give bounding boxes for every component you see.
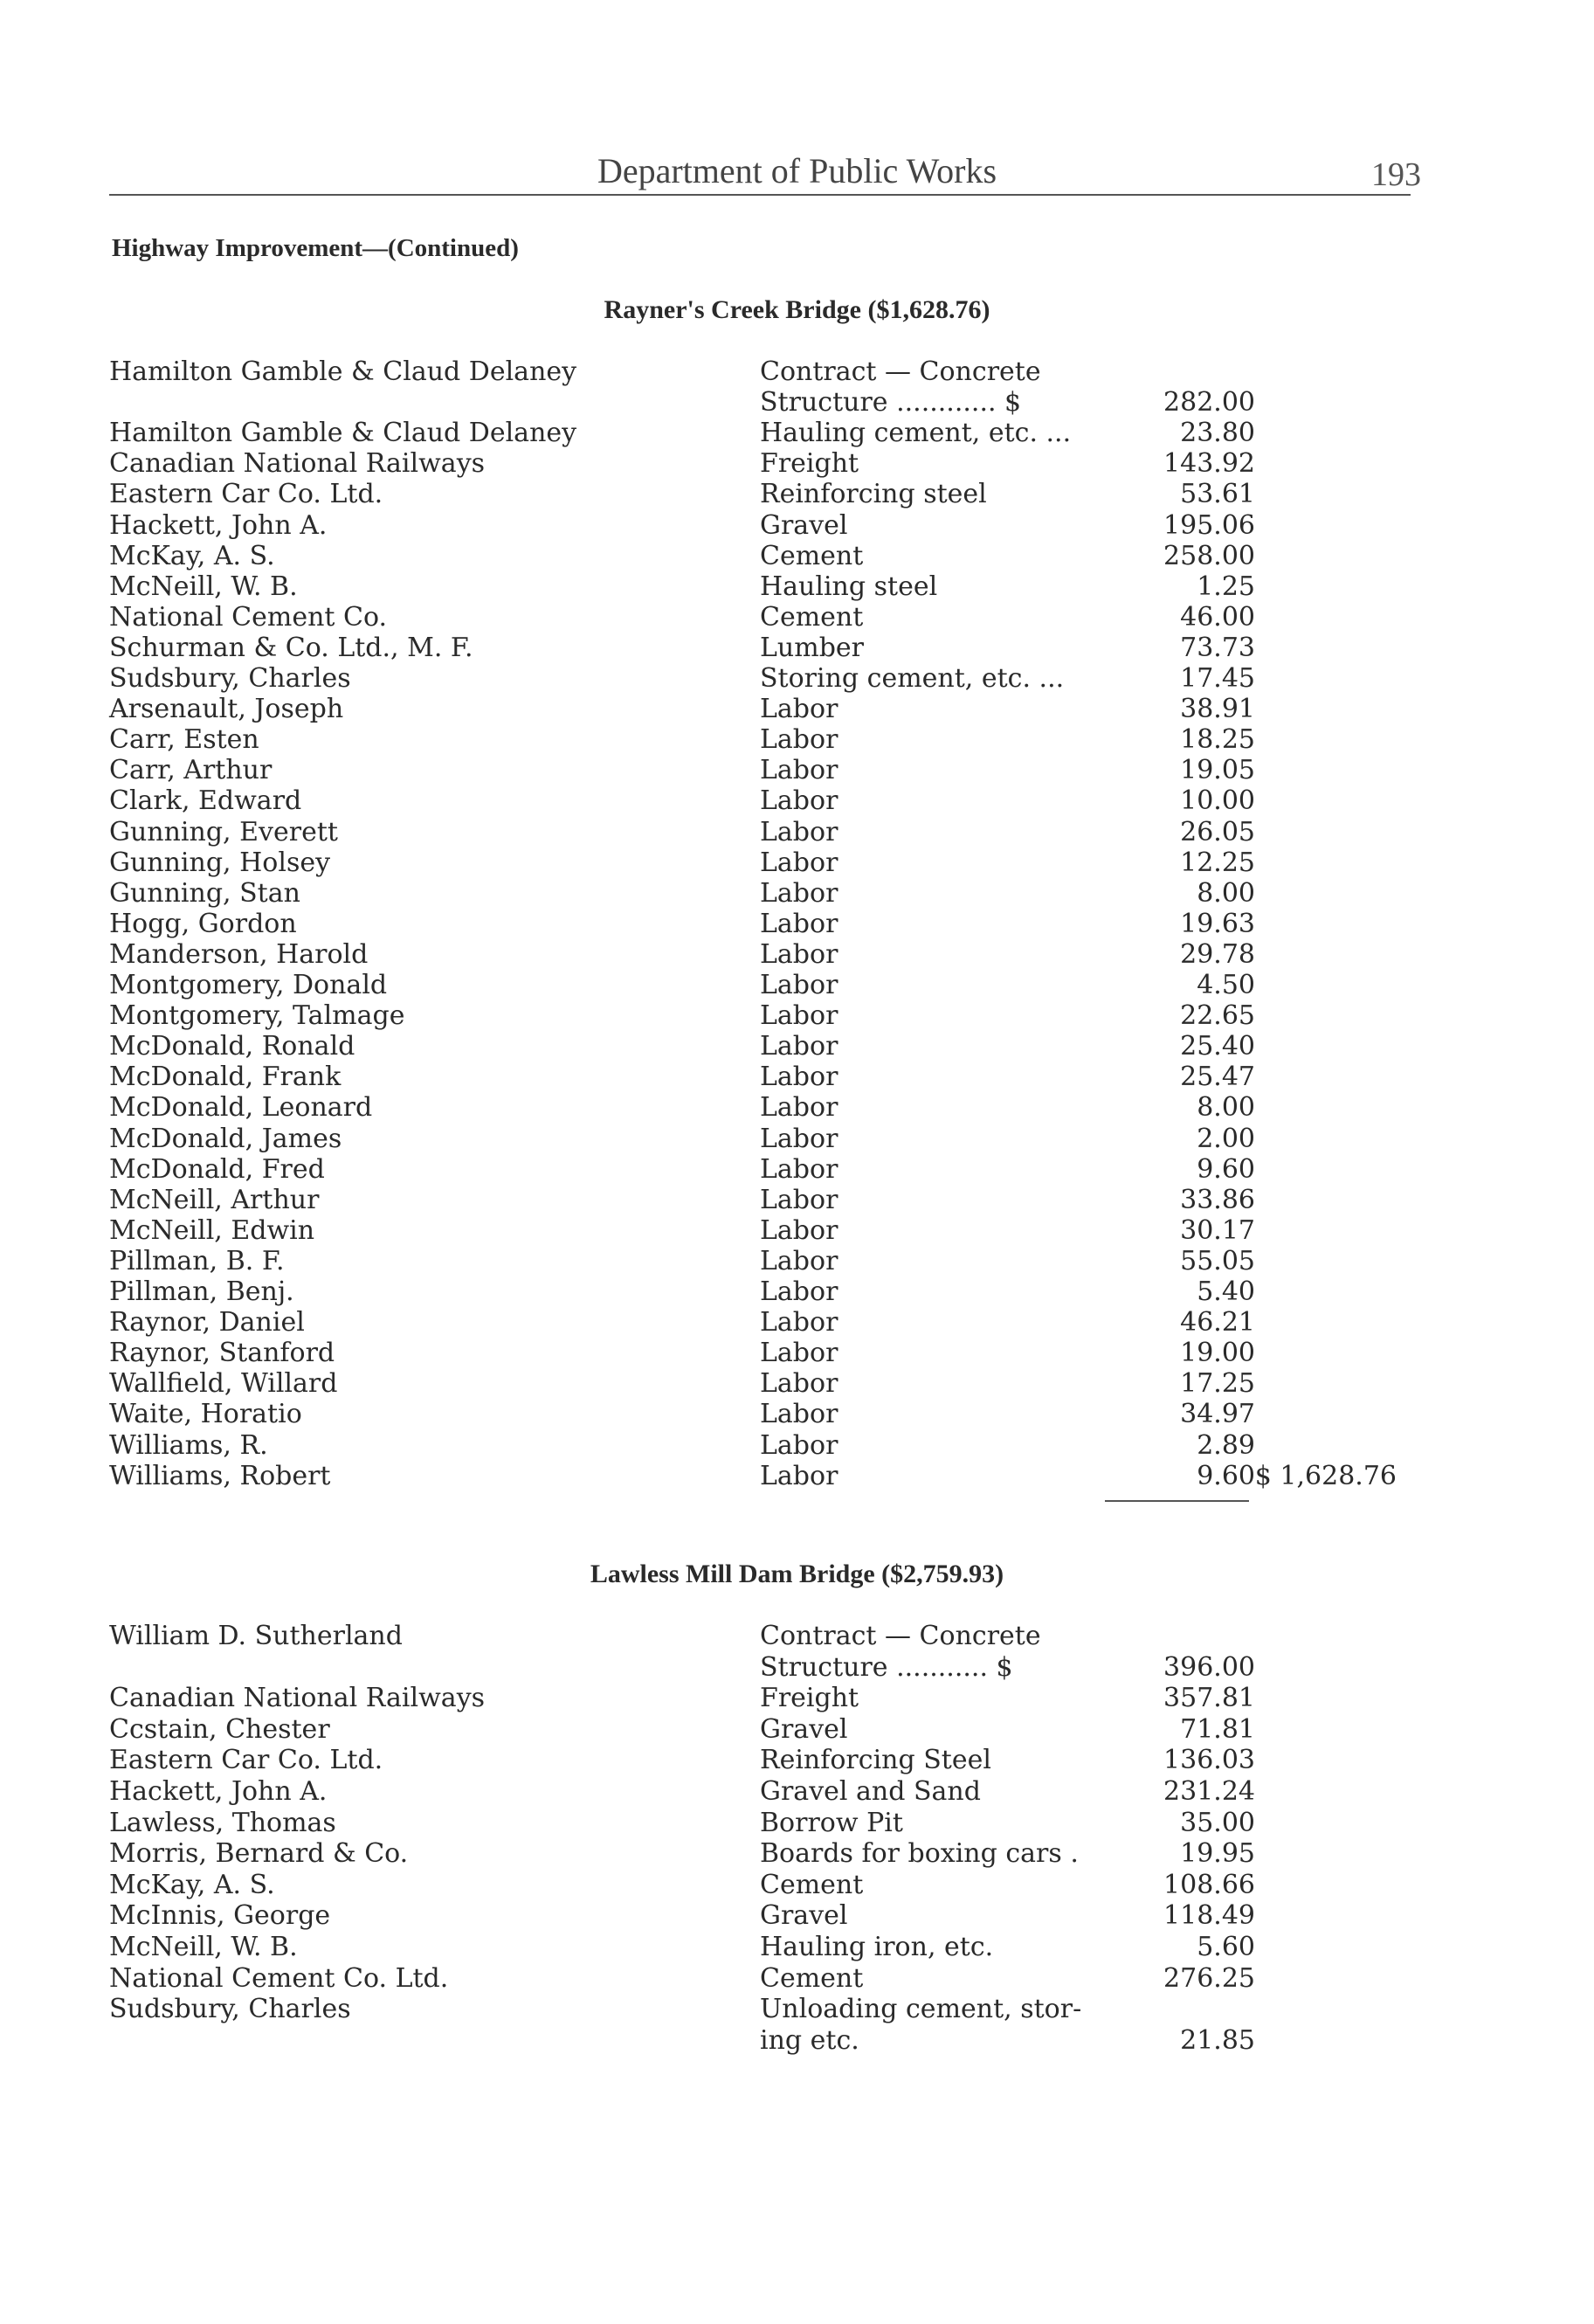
payee-name: Hamilton Gamble & Claud Delaney <box>109 418 577 449</box>
item-description: ing etc. <box>760 2024 859 2056</box>
payee-name: Sudsbury, Charles <box>109 663 351 694</box>
item-amount: 25.40 <box>1180 1031 1255 1062</box>
item-amount: 46.00 <box>1180 601 1255 633</box>
item-amount: 108.66 <box>1163 1869 1255 1900</box>
ledger-row <box>0 2025 1594 2057</box>
ledger-row <box>0 1399 1594 1430</box>
ledger-row <box>0 1714 1594 1746</box>
payee-name: McDonald, Frank <box>109 1062 342 1093</box>
item-description: Labor <box>760 785 838 817</box>
item-description: Cement <box>760 601 864 633</box>
ledger-row <box>0 1776 1594 1808</box>
item-description: Labor <box>760 908 838 939</box>
payee-name: Arsenault, Joseph <box>109 694 344 725</box>
ledger-row <box>0 663 1594 695</box>
item-amount: 136.03 <box>1163 1745 1255 1776</box>
ledger-row <box>0 878 1594 910</box>
payee-name: Pillman, B. F. <box>109 1245 285 1276</box>
item-amount: 5.40 <box>1197 1276 1255 1307</box>
item-description: Labor <box>760 1368 838 1400</box>
item-amount: 1.25 <box>1197 571 1255 602</box>
payee-name: McNeill, Edwin <box>109 1214 315 1246</box>
item-amount: 19.05 <box>1180 755 1255 786</box>
item-description: Labor <box>760 847 838 878</box>
ledger-row <box>0 694 1594 725</box>
item-description: Hauling steel <box>760 571 938 602</box>
item-description: Labor <box>760 938 838 970</box>
item-description: Labor <box>760 755 838 786</box>
payee-name: McDonald, Leonard <box>109 1092 373 1124</box>
payee-name: Williams, R. <box>109 1429 268 1461</box>
item-amount: 71.81 <box>1180 1713 1255 1745</box>
item-amount: 30.17 <box>1180 1214 1255 1246</box>
item-description: Labor <box>760 1062 838 1093</box>
item-amount: 38.91 <box>1180 694 1255 725</box>
item-amount: 8.00 <box>1197 877 1255 909</box>
payee-name: McDonald, Fred <box>109 1153 325 1185</box>
item-description: Contract — Concrete <box>760 356 1041 387</box>
item-amount: 12.25 <box>1180 847 1255 878</box>
ledger-row <box>0 817 1594 848</box>
item-description: Labor <box>760 1031 838 1062</box>
item-description: Gravel <box>760 509 848 541</box>
item-description: Lumber <box>760 632 864 663</box>
subsection-heading: Rayner's Creek Bridge ($1,628.76) <box>604 295 990 324</box>
item-description: Gravel and Sand <box>760 1776 981 1807</box>
item-description: Freight <box>760 448 859 480</box>
item-amount: 4.50 <box>1197 970 1255 1000</box>
item-amount: 282.00 <box>1163 387 1255 418</box>
ledger-row <box>0 785 1594 817</box>
item-description: Labor <box>760 1184 838 1215</box>
ledger-row <box>0 1185 1594 1216</box>
payee-name: McInnis, George <box>109 1900 331 1932</box>
ledger-row <box>0 755 1594 786</box>
item-description: Labor <box>760 694 838 725</box>
ledger-row <box>0 356 1594 388</box>
item-description: Labor <box>760 970 838 1000</box>
item-amount: 19.95 <box>1180 1838 1255 1870</box>
payee-name: Williams, Robert <box>109 1460 331 1491</box>
subsection-heading: Lawless Mill Dam Bridge ($2,759.93) <box>590 1560 1004 1588</box>
item-description: Borrow Pit <box>760 1807 903 1838</box>
item-description: Reinforcing Steel <box>760 1745 991 1776</box>
ledger-row <box>0 448 1594 480</box>
ledger-row <box>0 633 1594 664</box>
item-amount: 25.47 <box>1180 1062 1255 1093</box>
payee-name: McNeill, Arthur <box>109 1184 320 1215</box>
header-rule <box>109 194 1411 196</box>
item-description: Freight <box>760 1683 859 1714</box>
item-description: Labor <box>760 1460 838 1491</box>
ledger-row <box>0 1338 1594 1369</box>
item-description: Labor <box>760 1307 838 1338</box>
payee-name: McDonald, James <box>109 1123 342 1154</box>
item-amount: 17.45 <box>1180 663 1255 694</box>
ledger-row <box>0 1215 1594 1247</box>
item-amount: 8.00 <box>1197 1092 1255 1124</box>
ledger-row <box>0 1683 1594 1714</box>
payee-name: Eastern Car Co. Ltd. <box>109 1745 383 1776</box>
payee-name: Hogg, Gordon <box>109 908 297 939</box>
ledger-row <box>0 1307 1594 1338</box>
payee-name: Gunning, Everett <box>109 816 338 847</box>
item-amount: 195.06 <box>1163 509 1255 541</box>
item-description: Hauling cement, etc. ... <box>760 418 1072 449</box>
item-amount: 33.86 <box>1180 1184 1255 1215</box>
payee-name: Morris, Bernard & Co. <box>109 1838 409 1870</box>
payee-name: Carr, Esten <box>109 724 259 756</box>
item-description: Storing cement, etc. ... <box>760 663 1065 694</box>
item-amount: 53.61 <box>1180 479 1255 510</box>
ledger-row <box>0 418 1594 449</box>
item-description: Reinforcing steel <box>760 479 987 510</box>
ledger-row <box>0 541 1594 572</box>
item-amount: 396.00 <box>1163 1651 1255 1683</box>
item-amount: 143.92 <box>1163 448 1255 480</box>
ledger-row <box>0 1932 1594 1963</box>
item-amount: 26.05 <box>1180 816 1255 847</box>
item-amount: 276.25 <box>1163 1962 1255 1994</box>
item-amount: 2.00 <box>1197 1123 1255 1154</box>
payee-name: Gunning, Stan <box>109 877 300 909</box>
ledger-row <box>0 571 1594 603</box>
item-description: Hauling iron, etc. <box>760 1932 994 1962</box>
payee-name: Montgomery, Donald <box>109 970 388 1000</box>
ledger-row <box>0 1652 1594 1684</box>
payee-name: Clark, Edward <box>109 785 302 817</box>
ledger-row <box>0 602 1594 633</box>
payee-name: National Cement Co. Ltd. <box>109 1962 449 1994</box>
payee-name: Raynor, Daniel <box>109 1307 305 1338</box>
item-amount: 18.25 <box>1180 724 1255 756</box>
total-rule <box>1105 1500 1249 1502</box>
item-description: Labor <box>760 1429 838 1461</box>
item-description: Labor <box>760 1276 838 1307</box>
item-amount: 34.97 <box>1180 1399 1255 1430</box>
payee-name: Montgomery, Talmage <box>109 1000 405 1032</box>
ledger-row <box>0 1808 1594 1839</box>
ledger-row <box>0 1031 1594 1062</box>
ledger-row <box>0 1154 1594 1186</box>
item-amount: 9.60 <box>1197 1460 1255 1491</box>
payee-name: Gunning, Holsey <box>109 847 331 878</box>
item-description: Labor <box>760 816 838 847</box>
ledger-row <box>0 1000 1594 1032</box>
item-amount: 19.63 <box>1180 908 1255 939</box>
ledger-row <box>0 1246 1594 1277</box>
item-amount: 5.60 <box>1197 1932 1255 1962</box>
ledger-row <box>0 387 1594 418</box>
item-amount: 10.00 <box>1180 785 1255 817</box>
item-amount: 357.81 <box>1163 1683 1255 1714</box>
payee-name: Wallfield, Willard <box>109 1368 338 1400</box>
item-amount: 29.78 <box>1180 938 1255 970</box>
payee-name: Sudsbury, Charles <box>109 1994 351 2025</box>
item-description: Gravel <box>760 1713 848 1745</box>
payee-name: McKay, A. S. <box>109 1869 275 1900</box>
payee-name: McNeill, W. B. <box>109 571 298 602</box>
item-description: Labor <box>760 1092 838 1124</box>
page-number: 193 <box>1371 156 1421 193</box>
payee-name: Hamilton Gamble & Claud Delaney <box>109 356 577 387</box>
ledger-row <box>0 1900 1594 1932</box>
item-description: Labor <box>760 1214 838 1246</box>
item-amount: 2.89 <box>1197 1429 1255 1461</box>
ledger-row <box>0 1276 1594 1308</box>
ledger-row <box>0 1870 1594 1901</box>
ledger-row <box>0 1621 1594 1652</box>
item-amount: 258.00 <box>1163 540 1255 571</box>
item-description: Structure ............ $ <box>760 387 1022 418</box>
payee-name: Lawless, Thomas <box>109 1807 336 1838</box>
item-description: Labor <box>760 724 838 756</box>
payee-name: Manderson, Harold <box>109 938 369 970</box>
ledger-row <box>0 1062 1594 1093</box>
ledger-row <box>0 1430 1594 1462</box>
ledger-row <box>0 1994 1594 2025</box>
payee-name: Hackett, John A. <box>109 1776 328 1807</box>
item-description: Labor <box>760 1245 838 1276</box>
item-amount: 73.73 <box>1180 632 1255 663</box>
item-description: Cement <box>760 1962 864 1994</box>
payee-name: Carr, Arthur <box>109 755 273 786</box>
ledger-row <box>0 970 1594 1001</box>
ledger-row <box>0 724 1594 756</box>
ledger-row <box>0 1963 1594 1995</box>
payee-name: Pillman, Benj. <box>109 1276 294 1307</box>
item-description: Unloading cement, stor- <box>760 1994 1082 2025</box>
item-amount: 231.24 <box>1163 1776 1255 1807</box>
item-description: Boards for boxing cars . <box>760 1838 1079 1870</box>
payee-name: National Cement Co. <box>109 601 388 633</box>
ledger-row <box>0 1368 1594 1400</box>
item-amount: 17.25 <box>1180 1368 1255 1400</box>
payee-name: Canadian National Railways <box>109 1683 486 1714</box>
item-description: Contract — Concrete <box>760 1621 1041 1651</box>
item-amount: 21.85 <box>1180 2024 1255 2056</box>
item-description: Labor <box>760 1338 838 1369</box>
item-description: Labor <box>760 877 838 909</box>
payee-name: Raynor, Stanford <box>109 1338 335 1369</box>
item-description: Labor <box>760 1153 838 1185</box>
ledger-row <box>0 1745 1594 1776</box>
item-description: Gravel <box>760 1900 848 1932</box>
item-amount: 46.21 <box>1180 1307 1255 1338</box>
payee-name: Eastern Car Co. Ltd. <box>109 479 383 510</box>
section-heading: Highway Improvement—(Continued) <box>112 234 519 262</box>
item-description: Cement <box>760 540 864 571</box>
item-description: Labor <box>760 1399 838 1430</box>
ledger-row <box>0 1838 1594 1870</box>
payee-name: William D. Sutherland <box>109 1621 403 1651</box>
page-header-title: Department of Public Works <box>597 151 997 190</box>
ledger-row <box>0 510 1594 542</box>
ledger-row <box>0 847 1594 879</box>
item-amount: 19.00 <box>1180 1338 1255 1369</box>
item-amount: 22.65 <box>1180 1000 1255 1032</box>
item-amount: 118.49 <box>1163 1900 1255 1932</box>
item-amount: 9.60 <box>1197 1153 1255 1185</box>
section-total: $ 1,628.76 <box>1254 1460 1397 1491</box>
ledger-row <box>0 1461 1594 1492</box>
item-description: Cement <box>760 1869 864 1900</box>
item-description: Labor <box>760 1123 838 1154</box>
ledger-row <box>0 909 1594 940</box>
ledger-row <box>0 939 1594 971</box>
payee-name: Hackett, John A. <box>109 509 328 541</box>
payee-name: McDonald, Ronald <box>109 1031 355 1062</box>
ledger-row <box>0 1092 1594 1124</box>
item-amount: 55.05 <box>1180 1245 1255 1276</box>
item-description: Labor <box>760 1000 838 1032</box>
item-amount: 23.80 <box>1180 418 1255 449</box>
payee-name: McNeill, W. B. <box>109 1932 298 1962</box>
payee-name: Canadian National Railways <box>109 448 486 480</box>
item-description: Structure ........... $ <box>760 1651 1013 1683</box>
ledger-row <box>0 479 1594 510</box>
item-amount: 35.00 <box>1180 1807 1255 1838</box>
payee-name: Ccstain, Chester <box>109 1713 330 1745</box>
payee-name: McKay, A. S. <box>109 540 275 571</box>
payee-name: Schurman & Co. Ltd., M. F. <box>109 632 473 663</box>
ledger-row <box>0 1124 1594 1155</box>
payee-name: Waite, Horatio <box>109 1399 302 1430</box>
